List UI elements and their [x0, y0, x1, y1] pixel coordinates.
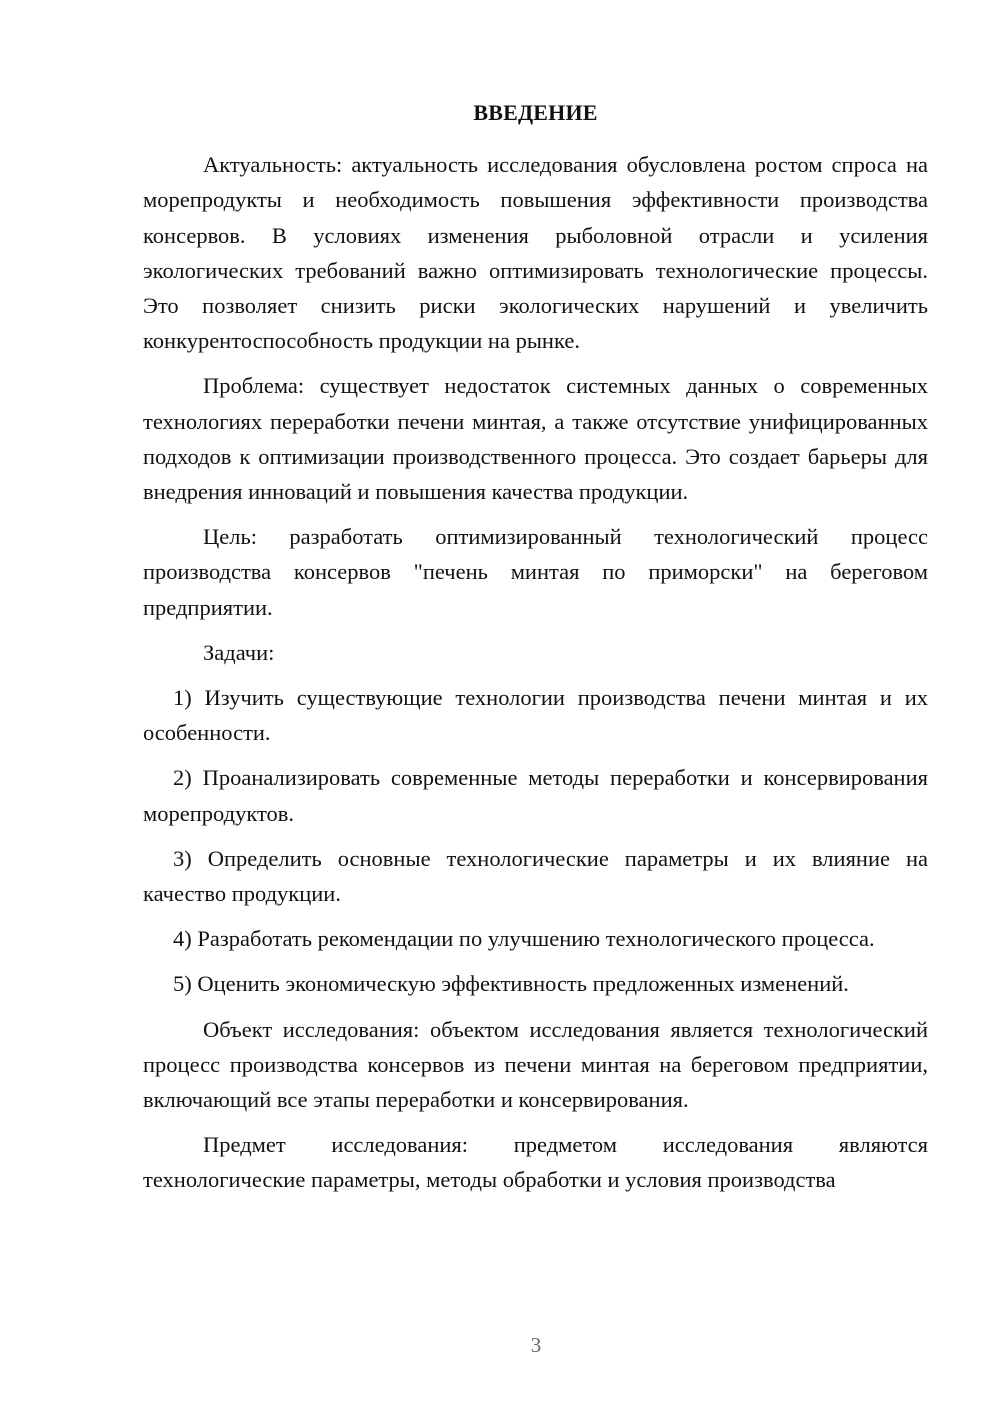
- section-heading: ВВЕДЕНИЕ: [473, 100, 598, 125]
- problem-paragraph: Проблема: существует недостаток системных данных о современных технологиях переработки печени минтая, а также отсутствие унифицированных подходов к оптимизации производственного процесса. Это создает барьеры для внедрения инноваций и повышения качества продукции.: [143, 373, 928, 505]
- relevance-paragraph: Актуальность: актуальность исследования обусловлена ростом спроса на морепродукты и необходимость повышения эффективности производства консервов. В условиях изменения рыболовной отрасли и усиления экологических требований важно оптимизировать технологические процессы. Это позволяет снизить риски экологических нарушений и увеличить конкурентоспособность продукции на рынке.: [143, 152, 928, 354]
- page-content: [143, 95, 928, 1208]
- goal-paragraph: Цель: разработать оптимизированный технологический процесс производства консервов "печень минтая по приморски" на береговом предприятии.: [143, 524, 928, 620]
- task-item-1: 1) Изучить существующие технологии производства печени минтая и их особенности.: [143, 685, 928, 746]
- page-number: 3: [530, 1333, 542, 1357]
- task-item-5: 5) Оценить экономическую эффективность предложенных изменений.: [173, 971, 849, 997]
- task-item-2: 2) Проанализировать современные методы переработки и консервирования морепродуктов.: [143, 765, 928, 826]
- tasks-label: Задачи:: [203, 639, 275, 665]
- task-item-4: 4) Разработать рекомендации по улучшению технологического процесса.: [173, 926, 875, 952]
- task-item-3: 3) Определить основные технологические параметры и их влияние на качество продукции.: [143, 845, 928, 907]
- object-paragraph: Объект исследования: объектом исследования является технологический процесс производства консервов из печени минтая на береговом предприятии, включающий все этапы переработки и консервирования.: [143, 1016, 928, 1113]
- subject-paragraph: Предмет исследования: предметом исследования являются технологические параметры, методы обработки и условия производства: [143, 1132, 928, 1193]
